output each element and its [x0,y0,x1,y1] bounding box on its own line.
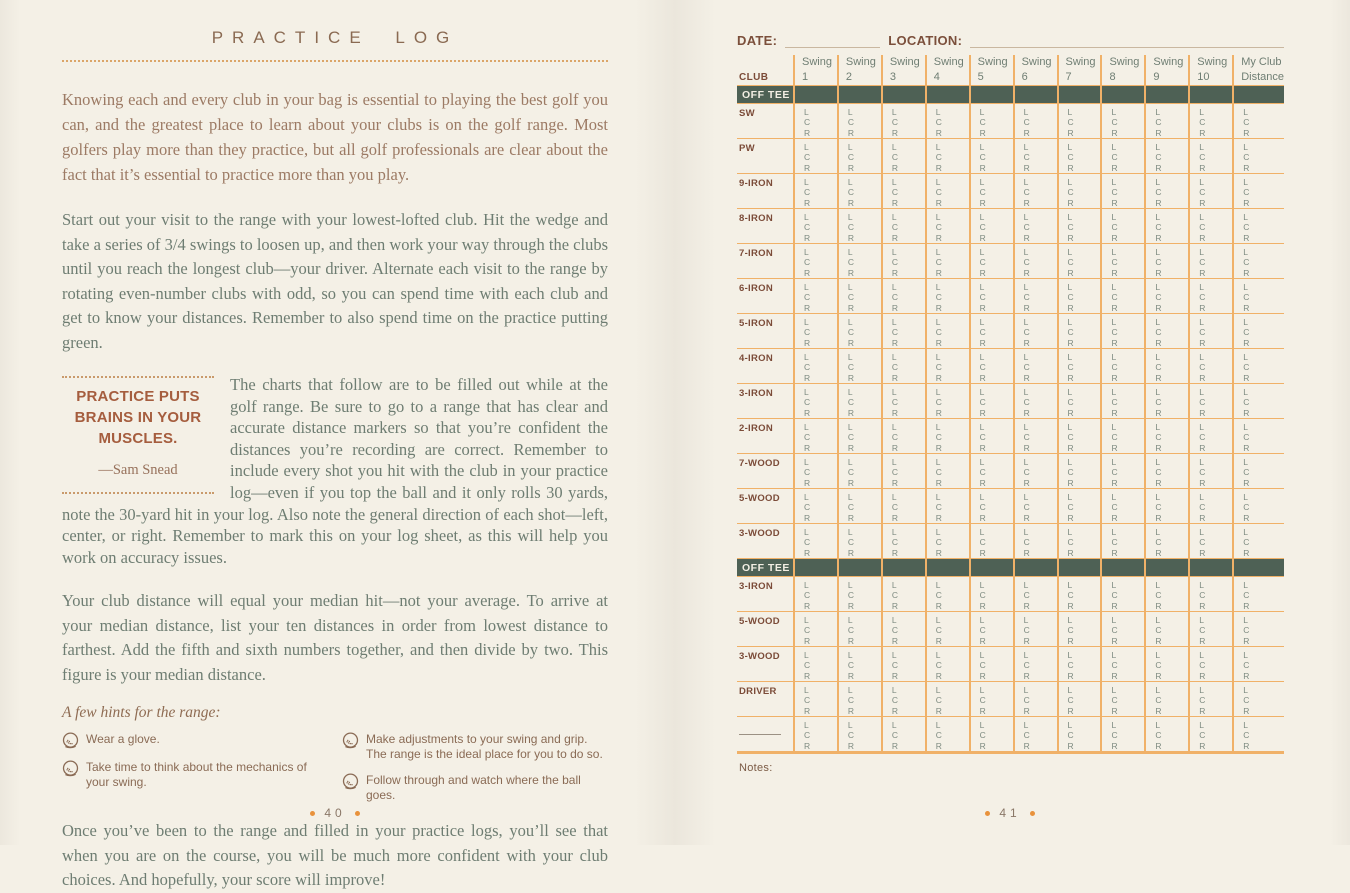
swing-cell: L C R [1188,681,1232,716]
swing-cell: L C R [1057,278,1101,313]
club-name-cell [737,716,793,751]
swing-cell: L C R [1013,523,1057,558]
swing-cell: L C R [969,348,1013,383]
swing-cell: L C R [1057,681,1101,716]
swing-cell: L C R [1057,383,1101,418]
swing-column-header: Swing 6 [1013,55,1057,85]
swing-cell: L C R [793,278,837,313]
swing-cell: L C R [1144,208,1188,243]
swing-cell: L C R [1144,313,1188,348]
date-fill-line [785,46,880,48]
swing-column-header: Swing 4 [925,55,969,85]
swing-cell: L C R [837,243,881,278]
swing-column-header: Swing 10 [1188,55,1232,85]
section-band-cell [1144,558,1188,576]
pull-quote-attribution: —Sam Snead [98,462,178,478]
section-band-cell [1188,85,1232,103]
swing-cell: L C R [1144,138,1188,173]
swing-cell: L C R [1100,173,1144,208]
swing-cell: L C R [1188,243,1232,278]
swing-cell: L C R [1013,278,1057,313]
blank-club-line [739,734,781,735]
swing-cell: L C R [881,313,925,348]
swing-cell: L C R [881,488,925,523]
swing-cell: L C R [1100,418,1144,453]
swing-cell: L C R [881,243,925,278]
swing-cell: L C R [837,208,881,243]
swing-cell: L C R [793,488,837,523]
list-item [342,773,608,803]
swing-cell: L C R [881,173,925,208]
swing-cell: L C R [925,103,969,138]
swing-cell: L C R [793,523,837,558]
swing-cell: L C R [881,208,925,243]
hints-heading: A few hints for the range: [62,704,221,722]
swing-cell: L C R [1188,138,1232,173]
swing-cell: L C R [837,646,881,681]
club-name-cell: 3-WOOD [737,523,793,558]
swing-cell: L C R [793,243,837,278]
club-name-cell: 8-IRON [737,208,793,243]
club-name-cell: DRIVER [737,681,793,716]
location-label: LOCATION: [888,33,963,48]
swing-cell: L C R [1232,243,1284,278]
swing-cell: L C R [1188,313,1232,348]
swing-cell: L C R [1232,278,1284,313]
swing-cell: L C R [1100,313,1144,348]
swing-cell: L C R [793,348,837,383]
swing-cell: L C R [1232,103,1284,138]
swing-cell: L C R [1100,681,1144,716]
swing-cell: L C R [1232,611,1284,646]
swing-cell: L C R [1013,453,1057,488]
my-club-distance-header: My Club Distance [1232,55,1284,85]
swing-cell: L C R [1100,348,1144,383]
hint-text: Follow through and watch where the ball goes. [366,773,581,803]
title-dotted-rule [62,60,608,62]
club-name-cell: PW [737,138,793,173]
club-name-cell: 7-IRON [737,243,793,278]
hint-text: Make adjustments to your swing and grip. The range is the ideal place for you to do so. [366,732,603,762]
club-name-cell: 4-IRON [737,348,793,383]
right-page [737,30,1284,774]
swing-cell: L C R [925,453,969,488]
club-name-cell: 3-IRON [737,383,793,418]
club-column-header: CLUB [739,72,769,83]
swing-cell: L C R [925,138,969,173]
swing-cell: L C R [1144,103,1188,138]
practice-table [737,55,1284,754]
swing-cell: L C R [1232,348,1284,383]
notes-label: Notes: [739,762,773,774]
swing-cell: L C R [881,138,925,173]
swing-cell: L C R [925,313,969,348]
page-dot-icon [985,811,990,816]
swing-cell: L C R [793,173,837,208]
swing-cell: L C R [1188,383,1232,418]
swing-cell: L C R [1188,576,1232,611]
swing-cell: L C R [925,523,969,558]
club-name-cell: 3-IRON [737,576,793,611]
swing-cell: L C R [925,646,969,681]
swing-cell: L C R [793,611,837,646]
closing-paragraph: Once you’ve been to the range and filled in your practice logs, you’ll see that when you are on the course, you will be much more confident with your club choices. And hopefully, your score will improve! [62,821,608,890]
swing-cell: L C R [793,646,837,681]
swing-cell: L C R [793,383,837,418]
golf-ball-icon [342,773,359,790]
swing-cell: L C R [1057,138,1101,173]
swing-cell: L C R [1013,173,1057,208]
golf-ball-icon [342,732,359,749]
swing-cell: L C R [1057,611,1101,646]
swing-cell: L C R [969,453,1013,488]
swing-cell: L C R [1100,453,1144,488]
swing-cell: L C R [1013,418,1057,453]
swing-cell: L C R [837,138,881,173]
pull-quote-text: PRACTICE PUTS BRAINS IN YOUR MUSCLES. [74,388,202,447]
swing-cell: L C R [969,138,1013,173]
swing-cell: L C R [793,576,837,611]
swing-cell: L C R [969,681,1013,716]
page-number-left [275,806,395,820]
swing-cell: L C R [1144,681,1188,716]
swing-cell: L C R [1013,348,1057,383]
swing-cell: L C R [1188,611,1232,646]
swing-cell: L C R [793,453,837,488]
club-name-cell: 3-WOOD [737,646,793,681]
page-dot-icon [1030,811,1035,816]
location-fill-line [970,46,1284,48]
swing-cell: L C R [969,173,1013,208]
swing-cell: L C R [1057,348,1101,383]
swing-cell: L C R [1232,646,1284,681]
swing-cell: L C R [1188,208,1232,243]
swing-cell: L C R [837,383,881,418]
section-band-cell [837,85,881,103]
swing-cell: L C R [837,523,881,558]
swing-cell: L C R [1057,103,1101,138]
swing-cell: L C R [881,103,925,138]
section-band-cell [1057,85,1101,103]
club-name-cell: 5-WOOD [737,488,793,523]
page-dot-icon [310,811,315,816]
page-number-right [950,806,1070,820]
section-band-cell [1188,558,1232,576]
swing-cell: L C R [925,348,969,383]
swing-cell: L C R [1057,488,1101,523]
swing-cell: L C R [1232,681,1284,716]
section-band-cell [969,558,1013,576]
swing-cell: L C R [1232,488,1284,523]
swing-cell: L C R [1100,646,1144,681]
swing-cell: L C R [1232,576,1284,611]
swing-cell: L C R [969,716,1013,751]
swing-cell: L C R [1188,453,1232,488]
page-number-text: 41 [999,806,1021,820]
swing-cell: L C R [925,208,969,243]
swing-cell: L C R [1188,103,1232,138]
swing-cell: L C R [793,418,837,453]
hints-column-right [342,732,608,803]
swing-cell: L C R [793,313,837,348]
swing-cell: L C R [1100,716,1144,751]
swing-cell: L C R [925,716,969,751]
hints-column-left [62,732,328,803]
swing-column-header: Swing 1 [793,55,837,85]
swing-cell: L C R [1232,313,1284,348]
swing-cell: L C R [1013,208,1057,243]
swing-cell: L C R [1013,716,1057,751]
swing-cell: L C R [1144,646,1188,681]
swing-cell: L C R [925,418,969,453]
swing-cell: L C R [1232,453,1284,488]
swing-cell: L C R [1100,611,1144,646]
swing-cell: L C R [1188,348,1232,383]
swing-cell: L C R [1232,138,1284,173]
section-band-label: OFF TEE [737,85,793,103]
swing-cell: L C R [837,453,881,488]
charts-paragraph-block [62,374,608,568]
swing-cell: L C R [925,243,969,278]
swing-cell: L C R [837,611,881,646]
swing-cell: L C R [1100,488,1144,523]
swing-cell: L C R [1013,138,1057,173]
swing-cell: L C R [837,716,881,751]
section-band-cell [1013,85,1057,103]
section-band-cell [881,558,925,576]
club-name-cell: 7-WOOD [737,453,793,488]
swing-cell: L C R [1057,716,1101,751]
swing-cell: L C R [1144,611,1188,646]
swing-column-header: Swing 3 [881,55,925,85]
swing-cell: L C R [1188,716,1232,751]
swing-cell: L C R [969,208,1013,243]
club-name-cell: 2-IRON [737,418,793,453]
swing-column-header: Swing 9 [1144,55,1188,85]
swing-cell: L C R [1013,646,1057,681]
swing-cell: L C R [837,278,881,313]
swing-cell: L C R [881,576,925,611]
swing-cell: L C R [837,348,881,383]
swing-column-header: Swing 5 [969,55,1013,85]
swing-cell: L C R [793,681,837,716]
swing-cell: L C R [925,488,969,523]
golf-ball-icon [62,732,79,749]
swing-cell: L C R [1013,576,1057,611]
swing-cell: L C R [1188,523,1232,558]
swing-cell: L C R [1057,173,1101,208]
swing-cell: L C R [1188,278,1232,313]
club-name-cell: 5-IRON [737,313,793,348]
swing-cell: L C R [1013,103,1057,138]
list-item [62,732,328,749]
swing-column-header: Swing 8 [1100,55,1144,85]
section-band-cell [1057,558,1101,576]
swing-cell: L C R [1100,208,1144,243]
swing-cell: L C R [881,383,925,418]
swing-cell: L C R [969,418,1013,453]
hint-text: Take time to think about the mechanics of your swing. [86,760,307,790]
swing-cell: L C R [1144,418,1188,453]
swing-cell: L C R [1057,453,1101,488]
swing-cell: L C R [1013,681,1057,716]
swing-cell: L C R [1013,488,1057,523]
club-name-cell: 5-WOOD [737,611,793,646]
swing-cell: L C R [925,278,969,313]
swing-cell: L C R [1144,383,1188,418]
median-paragraph: Your club distance will equal your median hit—not your average. To arrive at your median distance, list your ten distances in order from lowest distance to farthest. Add the fifth and sixth numbers together, and then divide by two. This figure is your median distance. [62,591,608,684]
swing-cell: L C R [969,523,1013,558]
section-band-cell [837,558,881,576]
swing-cell: L C R [925,611,969,646]
swing-cell: L C R [969,103,1013,138]
section-band-label: OFF TEE [737,558,793,576]
swing-cell: L C R [1144,453,1188,488]
swing-cell: L C R [837,418,881,453]
swing-cell: L C R [793,208,837,243]
swing-cell: L C R [1057,243,1101,278]
swing-cell: L C R [1232,383,1284,418]
swing-cell: L C R [969,576,1013,611]
swing-cell: L C R [1100,138,1144,173]
hint-text: Wear a glove. [86,732,160,747]
section-band-cell [1100,558,1144,576]
swing-cell: L C R [1100,523,1144,558]
swing-cell: L C R [793,716,837,751]
charts-paragraph: The charts that follow are to be filled out while at the golf range. Be sure to go to a range that has clear and accurate distance markers so that you’re confident the distances you’re recording are correct. Remember to include every shot you hit with the club in your practice log—even if you top the ball and it only rolls 30 yards, note the 30-yard hit in your log. Also note the general direction of each shot—left, center, or right. Remember to mark this on your log sheet, as this will help you work on accuracy issues. [62,375,608,567]
swing-cell: L C R [1232,418,1284,453]
section-band-cell [969,85,1013,103]
list-item [342,732,608,762]
swing-cell: L C R [1144,523,1188,558]
swing-cell: L C R [837,173,881,208]
swing-cell: L C R [837,103,881,138]
swing-cell: L C R [1232,716,1284,751]
swing-cell: L C R [881,681,925,716]
swing-cell: L C R [881,453,925,488]
section-band-cell [793,85,837,103]
swing-cell: L C R [1188,173,1232,208]
section-band-cell [1013,558,1057,576]
golf-ball-icon [62,760,79,777]
page-dot-icon [355,811,360,816]
section-band-cell [1232,558,1284,576]
swing-cell: L C R [1144,243,1188,278]
swing-cell: L C R [837,681,881,716]
swing-cell: L C R [1057,646,1101,681]
swing-cell: L C R [881,278,925,313]
swing-cell: L C R [1144,576,1188,611]
swing-cell: L C R [1057,576,1101,611]
date-label: DATE: [737,33,778,48]
swing-cell: L C R [1144,173,1188,208]
page-number-text: 40 [324,806,346,820]
swing-cell: L C R [1232,523,1284,558]
swing-cell: L C R [925,383,969,418]
section-band-cell [793,558,837,576]
swing-cell: L C R [881,646,925,681]
swing-cell: L C R [837,576,881,611]
left-page [62,28,608,893]
swing-cell: L C R [925,681,969,716]
warmup-paragraph: Start out your visit to the range with your lowest-lofted club. Hit the wedge and take a series of 3/4 swings to loosen up, and then work your way through the clubs until you reach the longest club—your driver. Alternate each visit to the range by rotating even-number clubs with odd, so you can spend time with each club and get to know your distances. Remember to also spend time on the practice putting green. [62,210,608,352]
swing-cell: L C R [837,313,881,348]
swing-cell: L C R [1188,646,1232,681]
swing-cell: L C R [1013,383,1057,418]
section-band-cell [1144,85,1188,103]
swing-cell: L C R [969,313,1013,348]
swing-column-header: Swing 2 [837,55,881,85]
swing-cell: L C R [1057,418,1101,453]
swing-cell: L C R [969,278,1013,313]
swing-cell: L C R [881,418,925,453]
swing-cell: L C R [1013,243,1057,278]
club-name-cell: SW [737,103,793,138]
pull-quote [62,376,214,494]
swing-cell: L C R [1144,488,1188,523]
swing-cell: L C R [969,488,1013,523]
swing-cell: L C R [969,383,1013,418]
swing-cell: L C R [793,138,837,173]
club-name-cell: 6-IRON [737,278,793,313]
swing-cell: L C R [1057,523,1101,558]
swing-cell: L C R [969,646,1013,681]
swing-column-header: Swing 7 [1057,55,1101,85]
swing-cell: L C R [1188,488,1232,523]
swing-cell: L C R [881,716,925,751]
swing-cell: L C R [1232,208,1284,243]
swing-cell: L C R [837,488,881,523]
swing-cell: L C R [881,348,925,383]
swing-cell: L C R [1232,173,1284,208]
section-band-cell [1232,85,1284,103]
swing-cell: L C R [925,173,969,208]
list-item [62,760,328,790]
swing-cell: L C R [1144,278,1188,313]
swing-cell: L C R [1057,208,1101,243]
swing-cell: L C R [1100,103,1144,138]
section-band-cell [1100,85,1144,103]
swing-cell: L C R [1144,716,1188,751]
swing-cell: L C R [1188,418,1232,453]
page-title: PRACTICE LOG [211,28,459,47]
swing-cell: L C R [925,576,969,611]
section-band-cell [881,85,925,103]
swing-cell: L C R [1057,313,1101,348]
swing-cell: L C R [1100,576,1144,611]
swing-cell: L C R [881,523,925,558]
swing-cell: L C R [793,103,837,138]
swing-cell: L C R [1013,611,1057,646]
swing-cell: L C R [1013,313,1057,348]
swing-cell: L C R [969,611,1013,646]
swing-cell: L C R [881,611,925,646]
swing-cell: L C R [1100,383,1144,418]
club-name-cell: 9-IRON [737,173,793,208]
date-location-row [737,30,1284,48]
intro-paragraph: Knowing each and every club in your bag is essential to playing the best golf you can, and the greatest place to learn about your clubs is on the golf range. Most golfers play more than they practice, but all golf professionals are clear about the fact that it’s essential to practice more than you play. [62,90,608,184]
swing-cell: L C R [969,243,1013,278]
section-band-cell [925,558,969,576]
swing-cell: L C R [1144,348,1188,383]
swing-cell: L C R [1100,278,1144,313]
swing-cell: L C R [1100,243,1144,278]
hints-list [62,732,608,803]
section-band-cell [925,85,969,103]
